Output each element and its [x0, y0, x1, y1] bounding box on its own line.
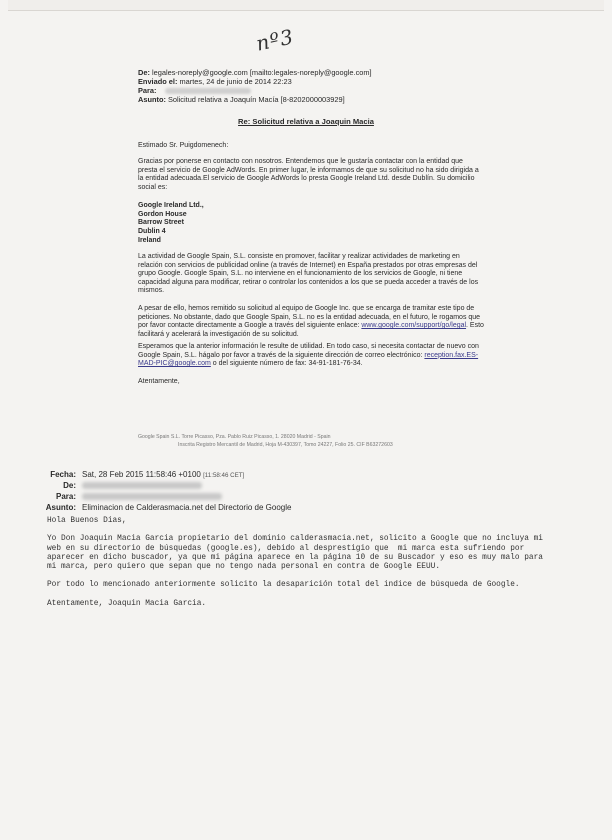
address-line: Ireland: [138, 236, 161, 244]
email2-to-value: [82, 492, 222, 501]
email1-to-label: Para:: [138, 86, 157, 95]
email1-paragraph-3: [138, 270, 484, 296]
email2-from-label: De:: [63, 481, 76, 490]
paragraph-text: La actividad de Google Spain, S.L. consiste en promover, facilitar y realizar actividades de marketing en relación con servicios de publicidad online (a través de Internet) en España prestados por otras empresas del: [138, 253, 478, 269]
handwritten-page-number: nº3: [253, 24, 297, 56]
email1-from-row: [138, 68, 372, 77]
reception-email-link[interactable]: reception.fax.ES-MAD-PIC@google.com: [138, 351, 479, 368]
google-legal-link[interactable]: www.google.com/support/go/legal: [361, 322, 467, 330]
email1-closing: Atentamente,: [138, 378, 180, 385]
email1-address-block: [138, 202, 484, 246]
email1-to-row: [138, 86, 251, 95]
paragraph-text: Gracias por ponerse en contacto con nosotros. Entendemos que le gustaría contactar con la entidad que presta el servicio de Google AdWords. En primer lugar, le informamos de que su solicitud no ha sido dirigida a la entidad adecuada.El servicio de Google AdWords lo presta Google Ireland Ltd. desde Dublín. Su domicilio social es:: [138, 158, 479, 192]
email1-subject-row: [138, 95, 345, 104]
email2-date-label: Fecha:: [50, 470, 76, 479]
footer-address: Google Spain S.L. Torre Picasso, Pza. Pablo Ruiz Picasso, 1. 28020 Madrid - Spain: [138, 434, 331, 440]
email1-subject-label: Asunto:: [138, 95, 166, 104]
email1-paragraph-5: [138, 343, 484, 369]
email1-sent-label: Enviado el:: [138, 77, 178, 86]
redacted-recipient: [82, 493, 222, 500]
address-line: Gordon House: [138, 210, 187, 218]
page-top-edge: [8, 0, 604, 11]
paragraph-text: Esperamos que la anterior información le resulte de utilidad. En todo caso, si necesita contactar de nuevo con Google Spain, S.L. hágalo por favor a través de la siguiente dirección de correo electrónico:: [138, 343, 479, 359]
paragraph-tail: o del siguiente número de fax: 34-91-181-76-34.: [210, 360, 363, 368]
email1-from-label: De:: [138, 68, 150, 77]
email1-sent-value: martes, 24 de junio de 2014 22:23: [179, 77, 292, 86]
email1-from-value: legales-noreply@google.com [mailto:legales-noreply@google.com]: [151, 68, 372, 77]
address-line: Barrow Street: [138, 219, 184, 227]
email2-subject-value: Eliminacion de Calderasmacia.net del Directorio de Google: [82, 503, 292, 512]
email2-from-value: [82, 481, 202, 490]
email1-subject-value: Solicitud relativa a Joaquín Macía [8-8202000003929]: [167, 95, 345, 104]
paragraph-tail: . Esto facilitará y acelerará la investigación de su solicitud.: [138, 322, 484, 339]
paragraph-text: A pesar de ello, hemos remitido su solicitud al equipo de Google Inc. que se encarga de tramitar este tipo de peticiones. No obstante, dado que Google Spain, S.L. no es la entidad adecuada, en el futuro, le rogamos que por favor contacte directamente a Google a través del siguiente enlace:: [138, 305, 481, 330]
date-text: Sat, 28 Feb 2015 11:58:46 +0100: [82, 470, 201, 479]
paragraph-text: grupo Google. Google Spain, S.L. no interviene en el funcionamiento de los servicios de Google, ni tiene capacidad alguna para modificar, retirar o controlar los contenidos a los que se pueda acceder a través de los mismos.: [138, 270, 479, 295]
redacted-sender: [82, 482, 202, 489]
email1-paragraph-1: [138, 158, 484, 193]
email1-sent-row: [138, 77, 292, 86]
redacted-recipient: [165, 88, 251, 94]
date-local-time: [11:58:46 CET]: [203, 472, 245, 479]
email1-paragraph-2: [138, 253, 484, 270]
email1-subject-heading: Re: Solicitud relativa a Joaquin Macia: [238, 117, 374, 126]
email2-date-value: [82, 470, 244, 479]
email1-greeting: Estimado Sr. Puigdomenech:: [138, 142, 229, 149]
email1-paragraph-4: [138, 305, 484, 340]
footer-registry: Inscrita Registro Mercantil de Madrid, Hoja M-430397, Tomo 24227, Folio 25. CIF B63272603: [178, 442, 393, 448]
email2-body: Hola Buenos Dias, Yo Don Joaquin Macia Garcia propietario del dominio calderasmacia.net, solicito a Google que no incluya mi web en su directorio de búsquedas (google.es), debido al desprestigio que mi marca esta sufriendo por aparecer en dicho buscador, ya que mi página aparece en la página 10 de su Buscador y eso es muy malo para mi marca, pero quiero que sepan que no tengo nada personal en contra de Google EEUU. Por todo lo mencionado anteriormente solicito la desaparición total del indice de búsqueda de Google. Atentamente, Joaquin Macia Garcia.: [47, 517, 543, 608]
address-line: Google Ireland Ltd.,: [138, 202, 204, 209]
address-line: Dublin 4: [138, 228, 166, 236]
email1-footer: [138, 433, 468, 449]
email2-to-label: Para:: [55, 492, 76, 501]
email2-subject-label: Asunto:: [45, 503, 76, 512]
